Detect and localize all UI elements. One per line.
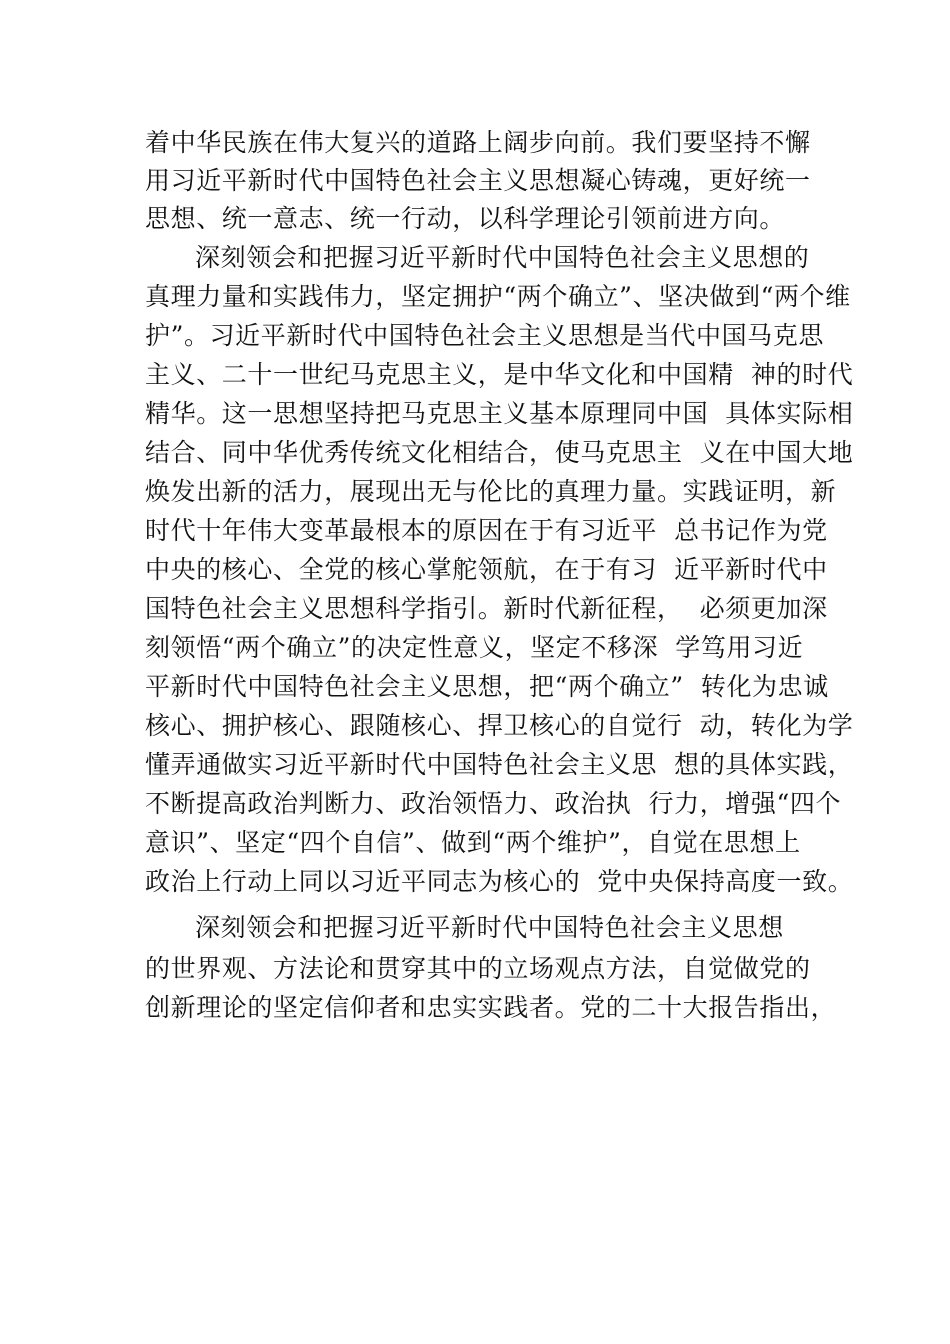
text-line: 精华。这一思想坚持把马克思主义基本原理同中国 具体实际相	[145, 399, 854, 428]
text-line: 护”。习近平新时代中国特色社会主义思想是当代中国马克思	[145, 321, 824, 350]
text-line: 思想、统一意志、统一行动，以科学理论引领前进方向。	[145, 204, 786, 233]
text-line: 不断提高政治判断力、政治领悟力、政治执 行力，增强“四个	[145, 789, 842, 818]
text-line: 核心、拥护核心、跟随核心、捍卫核心的自觉行 动，转化为学	[145, 711, 854, 740]
text-line: 真理力量和实践伟力，坚定拥护“两个确立”、坚决做到“两个维	[145, 282, 851, 311]
text-line: 政治上行动上同以习近平同志为核心的 党中央保持高度一致。	[145, 867, 854, 896]
text-line: 意识”、坚定“四个自信”、做到“两个维护”，自觉在思想上	[145, 828, 801, 857]
text-line: 懂弄通做实习近平新时代中国特色社会主义思 想的具体实践，	[145, 750, 854, 779]
text-line: 中央的核心、全党的核心掌舵领航，在于有习 近平新时代中	[145, 555, 828, 584]
text-line: 时代十年伟大变革最根本的原因在于有习近平 总书记作为党	[145, 516, 828, 545]
text-line: 焕发出新的活力，展现出无与伦比的真理力量。实践证明，新	[145, 477, 837, 506]
paragraph-start-line: 深刻领会和把握习近平新时代中国特色社会主义思想	[195, 913, 784, 942]
text-line: 用习近平新时代中国特色社会主义思想凝心铸魂，更好统一	[145, 166, 811, 195]
text-line: 创新理论的坚定信仰者和忠实实践者。党的二十大报告指出，	[145, 993, 837, 1022]
text-line: 刻领悟“两个确立”的决定性意义，坚定不移深 学笃用习近	[145, 633, 804, 662]
text-line: 主义、二十一世纪马克思主义，是中华文化和中国精 神的时代	[145, 360, 854, 389]
text-line: 结合、同中华优秀传统文化相结合，使马克思主 义在中国大地	[145, 438, 854, 467]
paragraph-start-line: 深刻领会和把握习近平新时代中国特色社会主义思想的	[195, 243, 810, 272]
text-line: 着中华民族在伟大复兴的道路上阔步向前。我们要坚持不懈	[145, 128, 811, 157]
text-line: 的世界观、方法论和贯穿其中的立场观点方法，自觉做党的	[145, 954, 811, 983]
text-line: 国特色社会主义思想科学指引。新时代新征程， 必须更加深	[145, 594, 828, 623]
text-line: 平新时代中国特色社会主义思想，把“两个确立” 转化为忠诚	[145, 672, 829, 701]
